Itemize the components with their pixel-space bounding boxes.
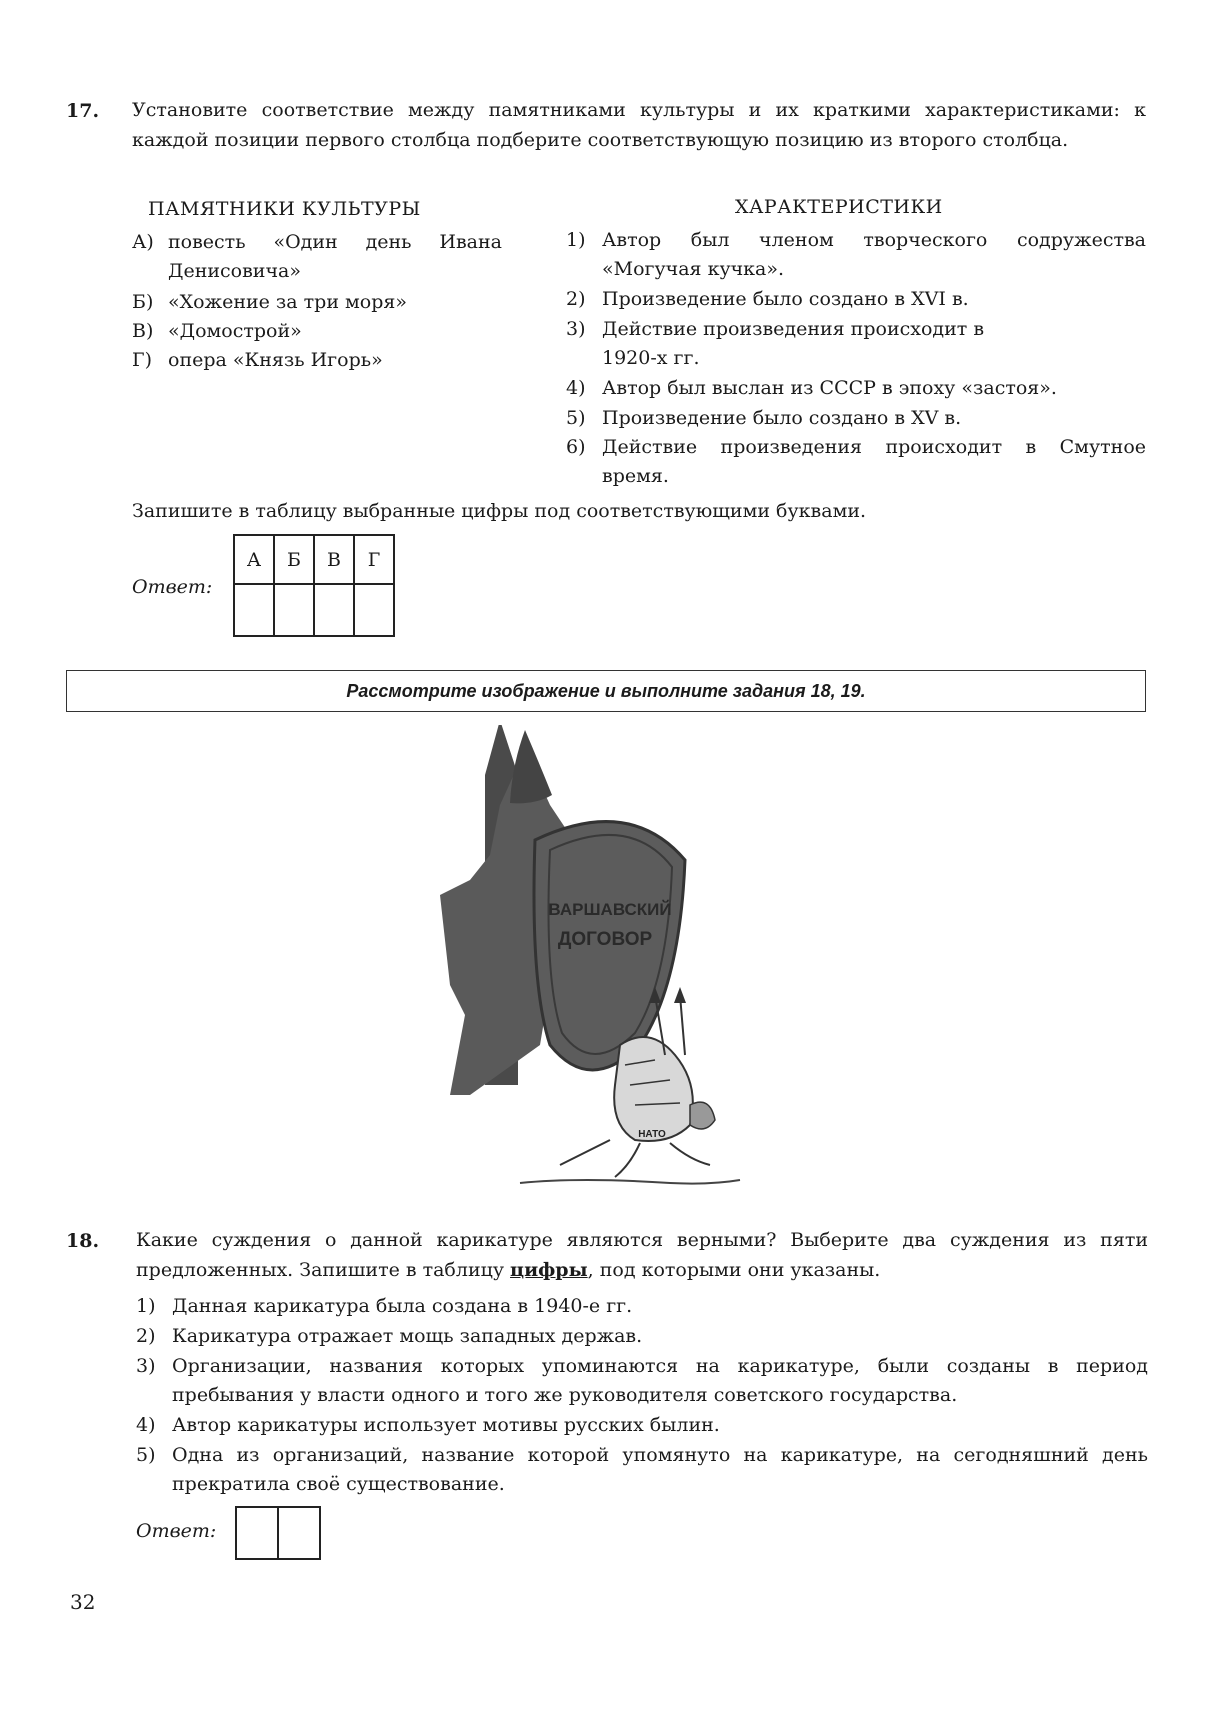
q17-right-header: ХАРАКТЕРИСТИКИ [735, 196, 943, 218]
item-text: «Хожение за три моря» [168, 291, 408, 313]
answer-input-row [236, 1507, 320, 1559]
item-text: Произведение было создано в XVI в. [602, 288, 969, 310]
q17-answer-label: Ответ: [132, 576, 213, 598]
q18-prompt-bold: цифры [510, 1259, 588, 1281]
item-text: Действие произведения происходит в 1920-х гг. [602, 318, 985, 369]
option-text: Карикатура отражает мощь западных держав. [172, 1325, 643, 1347]
q17-left-item [132, 317, 502, 346]
q17-right-item [566, 315, 1026, 373]
q17-right-item [566, 285, 1146, 314]
q17-right-item [566, 404, 1146, 433]
item-label: 6) [566, 436, 586, 458]
item-text: Произведение было создано в XV в. [602, 407, 962, 429]
q17-left-item [132, 346, 502, 375]
q18-option [136, 1292, 1146, 1321]
answer-input-row [234, 584, 394, 636]
item-label: 2) [566, 288, 586, 310]
item-label: 5) [566, 407, 586, 429]
answer-header-row [234, 535, 394, 584]
answer-letter-cell: В [314, 535, 354, 584]
item-text: Автор был членом творческого содружества «Могучая кучка». [602, 229, 1146, 280]
option-label: 4) [136, 1414, 156, 1436]
ground-line [520, 1180, 740, 1184]
q17-answer-table [233, 534, 395, 637]
q18-prompt-text: Какие суждения о данной карикатуре являются верными? Выберите два суждения из пяти предложенных. Запишите в таблицу [136, 1229, 1148, 1281]
q18-option [136, 1441, 1148, 1499]
shield-text-line1: ВАРШАВСКИЙ [548, 900, 672, 919]
option-label: 2) [136, 1325, 156, 1347]
answer-input-cell[interactable] [314, 584, 354, 636]
answer-letter-cell: Б [274, 535, 314, 584]
page-number: 32 [70, 1590, 96, 1614]
q17-left-header: ПАМЯТНИКИ КУЛЬТУРЫ [148, 198, 421, 220]
nato-text: НАТО [638, 1129, 666, 1140]
item-label: А) [132, 231, 154, 253]
q18-answer-table [235, 1506, 321, 1560]
q18-option [136, 1352, 1148, 1410]
option-text: Организации, названия которых упоминаются на карикатуре, были созданы в период пребывания у власти одного и того же руководителя советского государства. [172, 1355, 1148, 1406]
option-label: 5) [136, 1444, 156, 1466]
q18-option [136, 1411, 1146, 1440]
answer-letter-cell: Г [354, 535, 394, 584]
q17-left-item [132, 228, 502, 286]
item-text: Автор был выслан из СССР в эпоху «застоя». [602, 377, 1057, 399]
cartoon-illustration [440, 725, 790, 1195]
answer-input-cell[interactable] [234, 584, 274, 636]
item-label: Г) [132, 349, 152, 371]
shield-text-line2: ДОГОВОР [557, 929, 653, 950]
option-label: 3) [136, 1355, 156, 1377]
item-label: В) [132, 320, 154, 342]
option-text: Одна из организаций, название которой упомянуто на карикатуре, на сегодняшний день прекратила своё существование. [172, 1444, 1148, 1495]
answer-input-cell[interactable] [278, 1507, 320, 1559]
q17-right-item [566, 433, 1146, 491]
option-label: 1) [136, 1295, 156, 1317]
item-label: Б) [132, 291, 154, 313]
q17-right-item [566, 226, 1146, 284]
item-text: повесть «Один день Ивана Денисовича» [168, 231, 502, 282]
q17-left-item [132, 288, 502, 317]
answer-input-cell[interactable] [354, 584, 394, 636]
answer-letter-cell: А [234, 535, 274, 584]
item-text: опера «Князь Игорь» [168, 349, 383, 371]
item-text: Действие произведения происходит в Смутное время. [602, 436, 1146, 487]
item-label: 3) [566, 318, 586, 340]
q18-prompt [136, 1225, 1148, 1285]
helmet-shape [510, 730, 552, 803]
item-label: 4) [566, 377, 586, 399]
q18-option [136, 1322, 1146, 1351]
instruction-banner: Рассмотрите изображение и выполните задания 18, 19. [66, 670, 1146, 712]
option-text: Автор карикатуры использует мотивы русских былин. [172, 1414, 720, 1436]
q18-prompt-text-end: , под которыми они указаны. [587, 1259, 881, 1281]
q18-answer-label: Ответ: [136, 1520, 217, 1542]
item-label: 1) [566, 229, 586, 251]
q18-number: 18. [66, 1230, 100, 1252]
q17-prompt: Установите соответствие между памятниками культуры и их краткими характеристиками: к каждой позиции первого столбца подберите соответствующую позицию из второго столбца. [132, 99, 1146, 151]
answer-input-cell[interactable] [274, 584, 314, 636]
q17-instruction: Запишите в таблицу выбранные цифры под соответствующими буквами. [132, 500, 867, 522]
q17-number: 17. [66, 100, 100, 122]
item-text: «Домострой» [168, 320, 302, 342]
answer-input-cell[interactable] [236, 1507, 278, 1559]
option-text: Данная карикатура была создана в 1940-е гг. [172, 1295, 633, 1317]
q17-right-item [566, 374, 1146, 403]
